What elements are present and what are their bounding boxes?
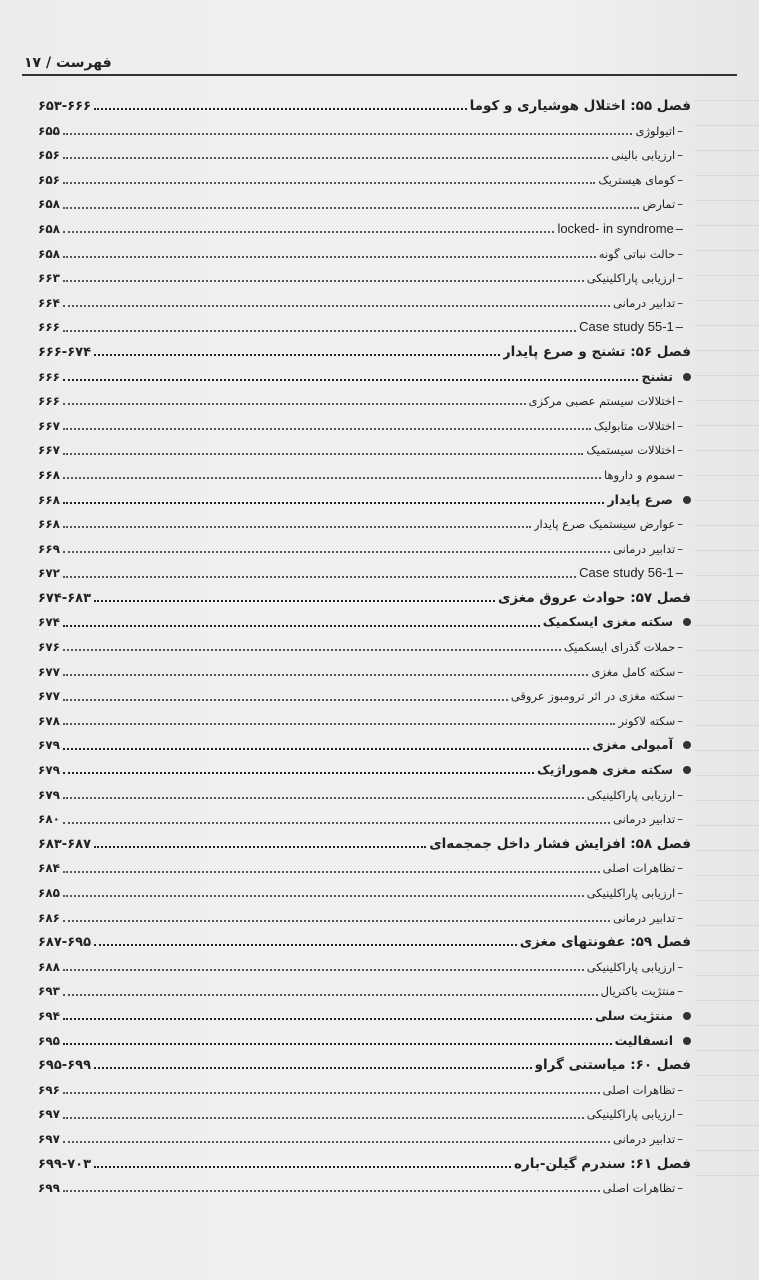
toc-page-number: ۶۶۸ bbox=[38, 467, 60, 482]
toc-chapter-row bbox=[38, 930, 691, 955]
dot-leader bbox=[63, 453, 583, 455]
toc-entry-title: سکته مغزی هموراژیک bbox=[537, 758, 691, 783]
toc-entry-row bbox=[38, 1102, 691, 1127]
toc-entry-row bbox=[38, 291, 691, 316]
toc-entry-title: سکته مغزی ایسکمیک bbox=[543, 610, 691, 635]
toc-page-number: ۶۶۶ bbox=[38, 394, 60, 409]
dot-leader bbox=[63, 157, 608, 159]
toc-entry-row bbox=[38, 881, 691, 906]
toc-entry-row bbox=[38, 537, 691, 562]
toc-page-number: ۶۸۷-۶۹۵ bbox=[38, 935, 92, 951]
toc-entry-row bbox=[38, 684, 691, 709]
dot-leader bbox=[94, 108, 467, 110]
toc-entry-title: – اختلالات متابولیک bbox=[594, 414, 691, 439]
toc-entry-row bbox=[38, 143, 691, 168]
toc-entry-title: – حالت نباتی گونه bbox=[599, 242, 691, 267]
toc-page-number: ۶۸۶ bbox=[38, 910, 60, 925]
toc-entry-title: – ارزیابی پاراکلینیکی bbox=[587, 1102, 691, 1127]
toc-page-number: ۶۵۳-۶۶۶ bbox=[38, 99, 92, 114]
dot-leader bbox=[63, 477, 601, 479]
dot-leader bbox=[63, 920, 610, 922]
toc-page-number: ۶۹۹-۷۰۳ bbox=[38, 1156, 92, 1172]
toc-entry-title: – ارزیابی پاراکلینیکی bbox=[587, 955, 691, 980]
toc-page-number: ۶۵۶ bbox=[38, 148, 60, 163]
toc-page-number: ۶۵۸ bbox=[38, 197, 60, 212]
toc-entry-title: – تظاهرات اصلی bbox=[603, 856, 691, 881]
toc-entry-title: – سکته لاکونر bbox=[618, 709, 691, 734]
toc-entry-row bbox=[38, 856, 691, 881]
dot-leader bbox=[63, 1043, 612, 1045]
toc-chapter-row bbox=[38, 1152, 691, 1177]
toc-page-number: ۶۶۶-۶۷۴ bbox=[38, 344, 92, 360]
toc-page-number: ۶۷۶ bbox=[38, 640, 60, 655]
toc-entry-title: منتژیت سلی bbox=[595, 1004, 691, 1029]
dot-leader bbox=[63, 1190, 600, 1192]
toc-topic-row bbox=[38, 1004, 691, 1029]
toc-page-number: ۶۶۹ bbox=[38, 541, 60, 556]
toc-entry-title: – تمارض bbox=[642, 192, 691, 217]
toc-page-number: ۶۷۷ bbox=[38, 689, 60, 704]
toc-entry-row bbox=[38, 1127, 691, 1152]
dot-leader bbox=[63, 526, 531, 528]
dot-leader bbox=[94, 1166, 511, 1168]
toc-topic-row bbox=[38, 733, 691, 758]
header-title: فهرست / ۱۷ bbox=[24, 55, 112, 71]
toc-chapter-row bbox=[38, 94, 691, 119]
toc-entry-title: – عوارض سیستمیک صرع پایدار bbox=[534, 512, 691, 537]
table-of-contents bbox=[38, 94, 691, 1201]
toc-entry-title: – ارزیابی پاراکلینیکی bbox=[587, 881, 691, 906]
toc-page-number: ۶۷۴ bbox=[38, 615, 60, 630]
toc-entry-title: – تظاهرات اصلی bbox=[603, 1176, 691, 1201]
toc-topic-row bbox=[38, 1029, 691, 1054]
dot-leader bbox=[63, 822, 610, 824]
toc-page-number: ۶۸۸ bbox=[38, 959, 60, 974]
toc-entry-row bbox=[38, 512, 691, 537]
toc-page-number: ۶۷۷ bbox=[38, 664, 60, 679]
toc-page-number: ۶۶۸ bbox=[38, 517, 60, 532]
toc-entry-title: فصل ۵۷: حوادث عروق مغزی bbox=[497, 589, 691, 606]
toc-topic-row bbox=[38, 488, 691, 513]
dot-leader bbox=[63, 256, 596, 258]
dot-leader bbox=[94, 600, 495, 602]
toc-entry-title: – سکته کامل مغزی bbox=[591, 660, 691, 685]
toc-entry-row bbox=[38, 414, 691, 439]
dot-leader bbox=[63, 1117, 584, 1119]
toc-entry-title: – ارزیابی بالینی bbox=[611, 143, 691, 168]
dot-leader bbox=[63, 502, 604, 504]
dot-leader bbox=[63, 403, 526, 405]
toc-entry-title: فصل ۵۹: عفونتهای مغزی bbox=[519, 934, 691, 951]
toc-page-number: ۶۵۶ bbox=[38, 172, 60, 187]
toc-entry-row bbox=[38, 119, 691, 144]
toc-entry-title: – تدابیر درمانی bbox=[613, 906, 691, 931]
toc-entry-title: – تدابیر درمانی bbox=[613, 291, 691, 316]
toc-entry-title: – تدابیر درمانی bbox=[613, 1127, 691, 1152]
toc-entry-title: – ارزیابی پاراکلینیکی bbox=[587, 783, 691, 808]
dot-leader bbox=[63, 723, 615, 725]
toc-page-number: ۶۵۸ bbox=[38, 246, 60, 261]
toc-entry-title: – تظاهرات اصلی bbox=[603, 1078, 691, 1103]
dot-leader bbox=[63, 428, 591, 430]
toc-page-number: ۶۶۶ bbox=[38, 369, 60, 384]
dot-leader bbox=[94, 354, 500, 356]
toc-page-number: ۶۸۳-۶۸۷ bbox=[38, 836, 92, 852]
toc-entry-title: – locked- in syndrome bbox=[557, 217, 691, 242]
toc-entry-row bbox=[38, 192, 691, 217]
toc-entry-row bbox=[38, 438, 691, 463]
toc-page-number: ۶۷۸ bbox=[38, 713, 60, 728]
dot-leader bbox=[94, 846, 426, 848]
toc-entry-title: – سکته مغزی در اثر ترومبوز عروقی bbox=[511, 684, 691, 709]
toc-topic-row bbox=[38, 365, 691, 390]
toc-entry-title: فصل ۵۶: تشنج و صرع پایدار bbox=[502, 343, 691, 360]
toc-entry-row bbox=[38, 660, 691, 685]
dot-leader bbox=[63, 625, 540, 627]
toc-topic-row bbox=[38, 758, 691, 783]
toc-entry-title: – Case study 56-1 bbox=[579, 561, 691, 586]
toc-entry-row bbox=[38, 242, 691, 267]
toc-page-number: ۶۶۷ bbox=[38, 443, 60, 458]
toc-entry-title: – منتژیت باکتریال bbox=[601, 979, 691, 1004]
toc-page-number: ۶۵۵ bbox=[38, 123, 60, 138]
toc-page-number: ۶۶۶ bbox=[38, 320, 60, 335]
dot-leader bbox=[63, 379, 638, 381]
page-header bbox=[22, 48, 737, 76]
toc-page-number: ۶۷۹ bbox=[38, 787, 60, 802]
dot-leader bbox=[63, 1018, 592, 1020]
toc-entry-title: – ارزیابی پاراکلینیکی bbox=[587, 266, 691, 291]
dot-leader bbox=[63, 797, 584, 799]
toc-page-number: ۶۷۴-۶۸۳ bbox=[38, 590, 92, 606]
toc-page-number: ۶۶۸ bbox=[38, 492, 60, 507]
toc-page-number: ۶۹۴ bbox=[38, 1008, 60, 1023]
dot-leader bbox=[63, 133, 632, 135]
dot-leader bbox=[63, 994, 598, 996]
toc-page-number: ۶۶۴ bbox=[38, 295, 60, 310]
toc-entry-title: – تدابیر درمانی bbox=[613, 807, 691, 832]
toc-page-number: ۶۵۸ bbox=[38, 221, 60, 236]
toc-page-number: ۶۸۴ bbox=[38, 861, 60, 876]
toc-entry-row bbox=[38, 783, 691, 808]
toc-page-number: ۶۹۹ bbox=[38, 1181, 60, 1196]
toc-page-number: ۶۶۳ bbox=[38, 271, 60, 286]
toc-page-number: ۶۷۹ bbox=[38, 763, 60, 778]
dot-leader bbox=[94, 944, 517, 946]
bleed-through-shadow bbox=[695, 100, 759, 1200]
dot-leader bbox=[63, 280, 584, 282]
toc-chapter-row bbox=[38, 1053, 691, 1078]
toc-entry-title: فصل ۵۵: اختلال هوشیاری و کوما bbox=[469, 98, 691, 114]
toc-entry-row bbox=[38, 463, 691, 488]
toc-page-number: ۶۹۳ bbox=[38, 984, 60, 999]
toc-entry-row bbox=[38, 315, 691, 340]
toc-entry-title: انسفالیت bbox=[615, 1029, 691, 1054]
dot-leader bbox=[63, 871, 600, 873]
toc-entry-title: – اختلالات سیستمیک bbox=[586, 438, 691, 463]
toc-entry-row bbox=[38, 217, 691, 242]
toc-entry-row bbox=[38, 561, 691, 586]
dot-leader bbox=[63, 674, 588, 676]
dot-leader bbox=[63, 772, 534, 774]
dot-leader bbox=[63, 699, 508, 701]
toc-page-number: ۶۷۹ bbox=[38, 738, 60, 753]
toc-topic-row bbox=[38, 610, 691, 635]
toc-entry-row bbox=[38, 709, 691, 734]
toc-entry-title: فصل ۶۱: سندرم گیلن-باره bbox=[514, 1155, 691, 1172]
dot-leader bbox=[94, 1067, 532, 1069]
toc-page-number: ۶۷۲ bbox=[38, 566, 60, 581]
dot-leader bbox=[63, 1092, 600, 1094]
toc-entry-title: تشنج bbox=[641, 365, 691, 390]
dot-leader bbox=[63, 895, 584, 897]
dot-leader bbox=[63, 231, 554, 233]
toc-entry-title: آمبولی مغزی bbox=[592, 733, 691, 758]
toc-entry-row bbox=[38, 266, 691, 291]
toc-entry-title: – تدابیر درمانی bbox=[613, 537, 691, 562]
toc-entry-title: – اختلالات سیستم عصبی مرکزی bbox=[529, 389, 691, 414]
dot-leader bbox=[63, 330, 576, 332]
toc-page-number: ۶۹۶ bbox=[38, 1082, 60, 1097]
toc-chapter-row bbox=[38, 832, 691, 857]
dot-leader bbox=[63, 969, 584, 971]
dot-leader bbox=[63, 576, 576, 578]
dot-leader bbox=[63, 182, 595, 184]
dot-leader bbox=[63, 207, 639, 209]
toc-entry-row bbox=[38, 807, 691, 832]
toc-entry-title: – اتیولوژی bbox=[635, 119, 691, 144]
dot-leader bbox=[63, 649, 561, 651]
toc-entry-row bbox=[38, 389, 691, 414]
toc-entry-row bbox=[38, 1176, 691, 1201]
toc-chapter-row bbox=[38, 586, 691, 611]
toc-page-number: ۶۹۷ bbox=[38, 1107, 60, 1122]
toc-entry-row bbox=[38, 635, 691, 660]
toc-entry-row bbox=[38, 906, 691, 931]
toc-chapter-row bbox=[38, 340, 691, 365]
dot-leader bbox=[63, 305, 610, 307]
toc-page-number: ۶۹۷ bbox=[38, 1131, 60, 1146]
toc-entry-row bbox=[38, 1078, 691, 1103]
toc-page-number: ۶۶۷ bbox=[38, 418, 60, 433]
toc-entry-row bbox=[38, 168, 691, 193]
toc-entry-title: – Case study 55-1 bbox=[579, 315, 691, 340]
toc-entry-title: صرع پایدار bbox=[607, 488, 691, 513]
dot-leader bbox=[63, 748, 589, 750]
toc-page-number: ۶۹۵-۶۹۹ bbox=[38, 1058, 92, 1074]
toc-page-number: ۶۸۵ bbox=[38, 886, 60, 900]
toc-page-number: ۶۹۵ bbox=[38, 1033, 60, 1048]
toc-page-number: ۶۸۰ bbox=[38, 812, 60, 827]
toc-entry-title: فصل ۶۰: میاستنی گراو bbox=[534, 1057, 691, 1074]
toc-entry-title: – حملات گذرای ایسکمیک bbox=[564, 635, 691, 660]
toc-entry-title: فصل ۵۸: افزایش فشار داخل جمجمه‌ای bbox=[429, 835, 691, 852]
toc-entry-row bbox=[38, 955, 691, 980]
toc-entry-title: – سموم و داروها bbox=[604, 463, 691, 488]
toc-entry-row bbox=[38, 979, 691, 1004]
toc-entry-title: – کومای هیستریک bbox=[598, 168, 691, 193]
dot-leader bbox=[63, 551, 610, 553]
dot-leader bbox=[63, 1141, 610, 1143]
